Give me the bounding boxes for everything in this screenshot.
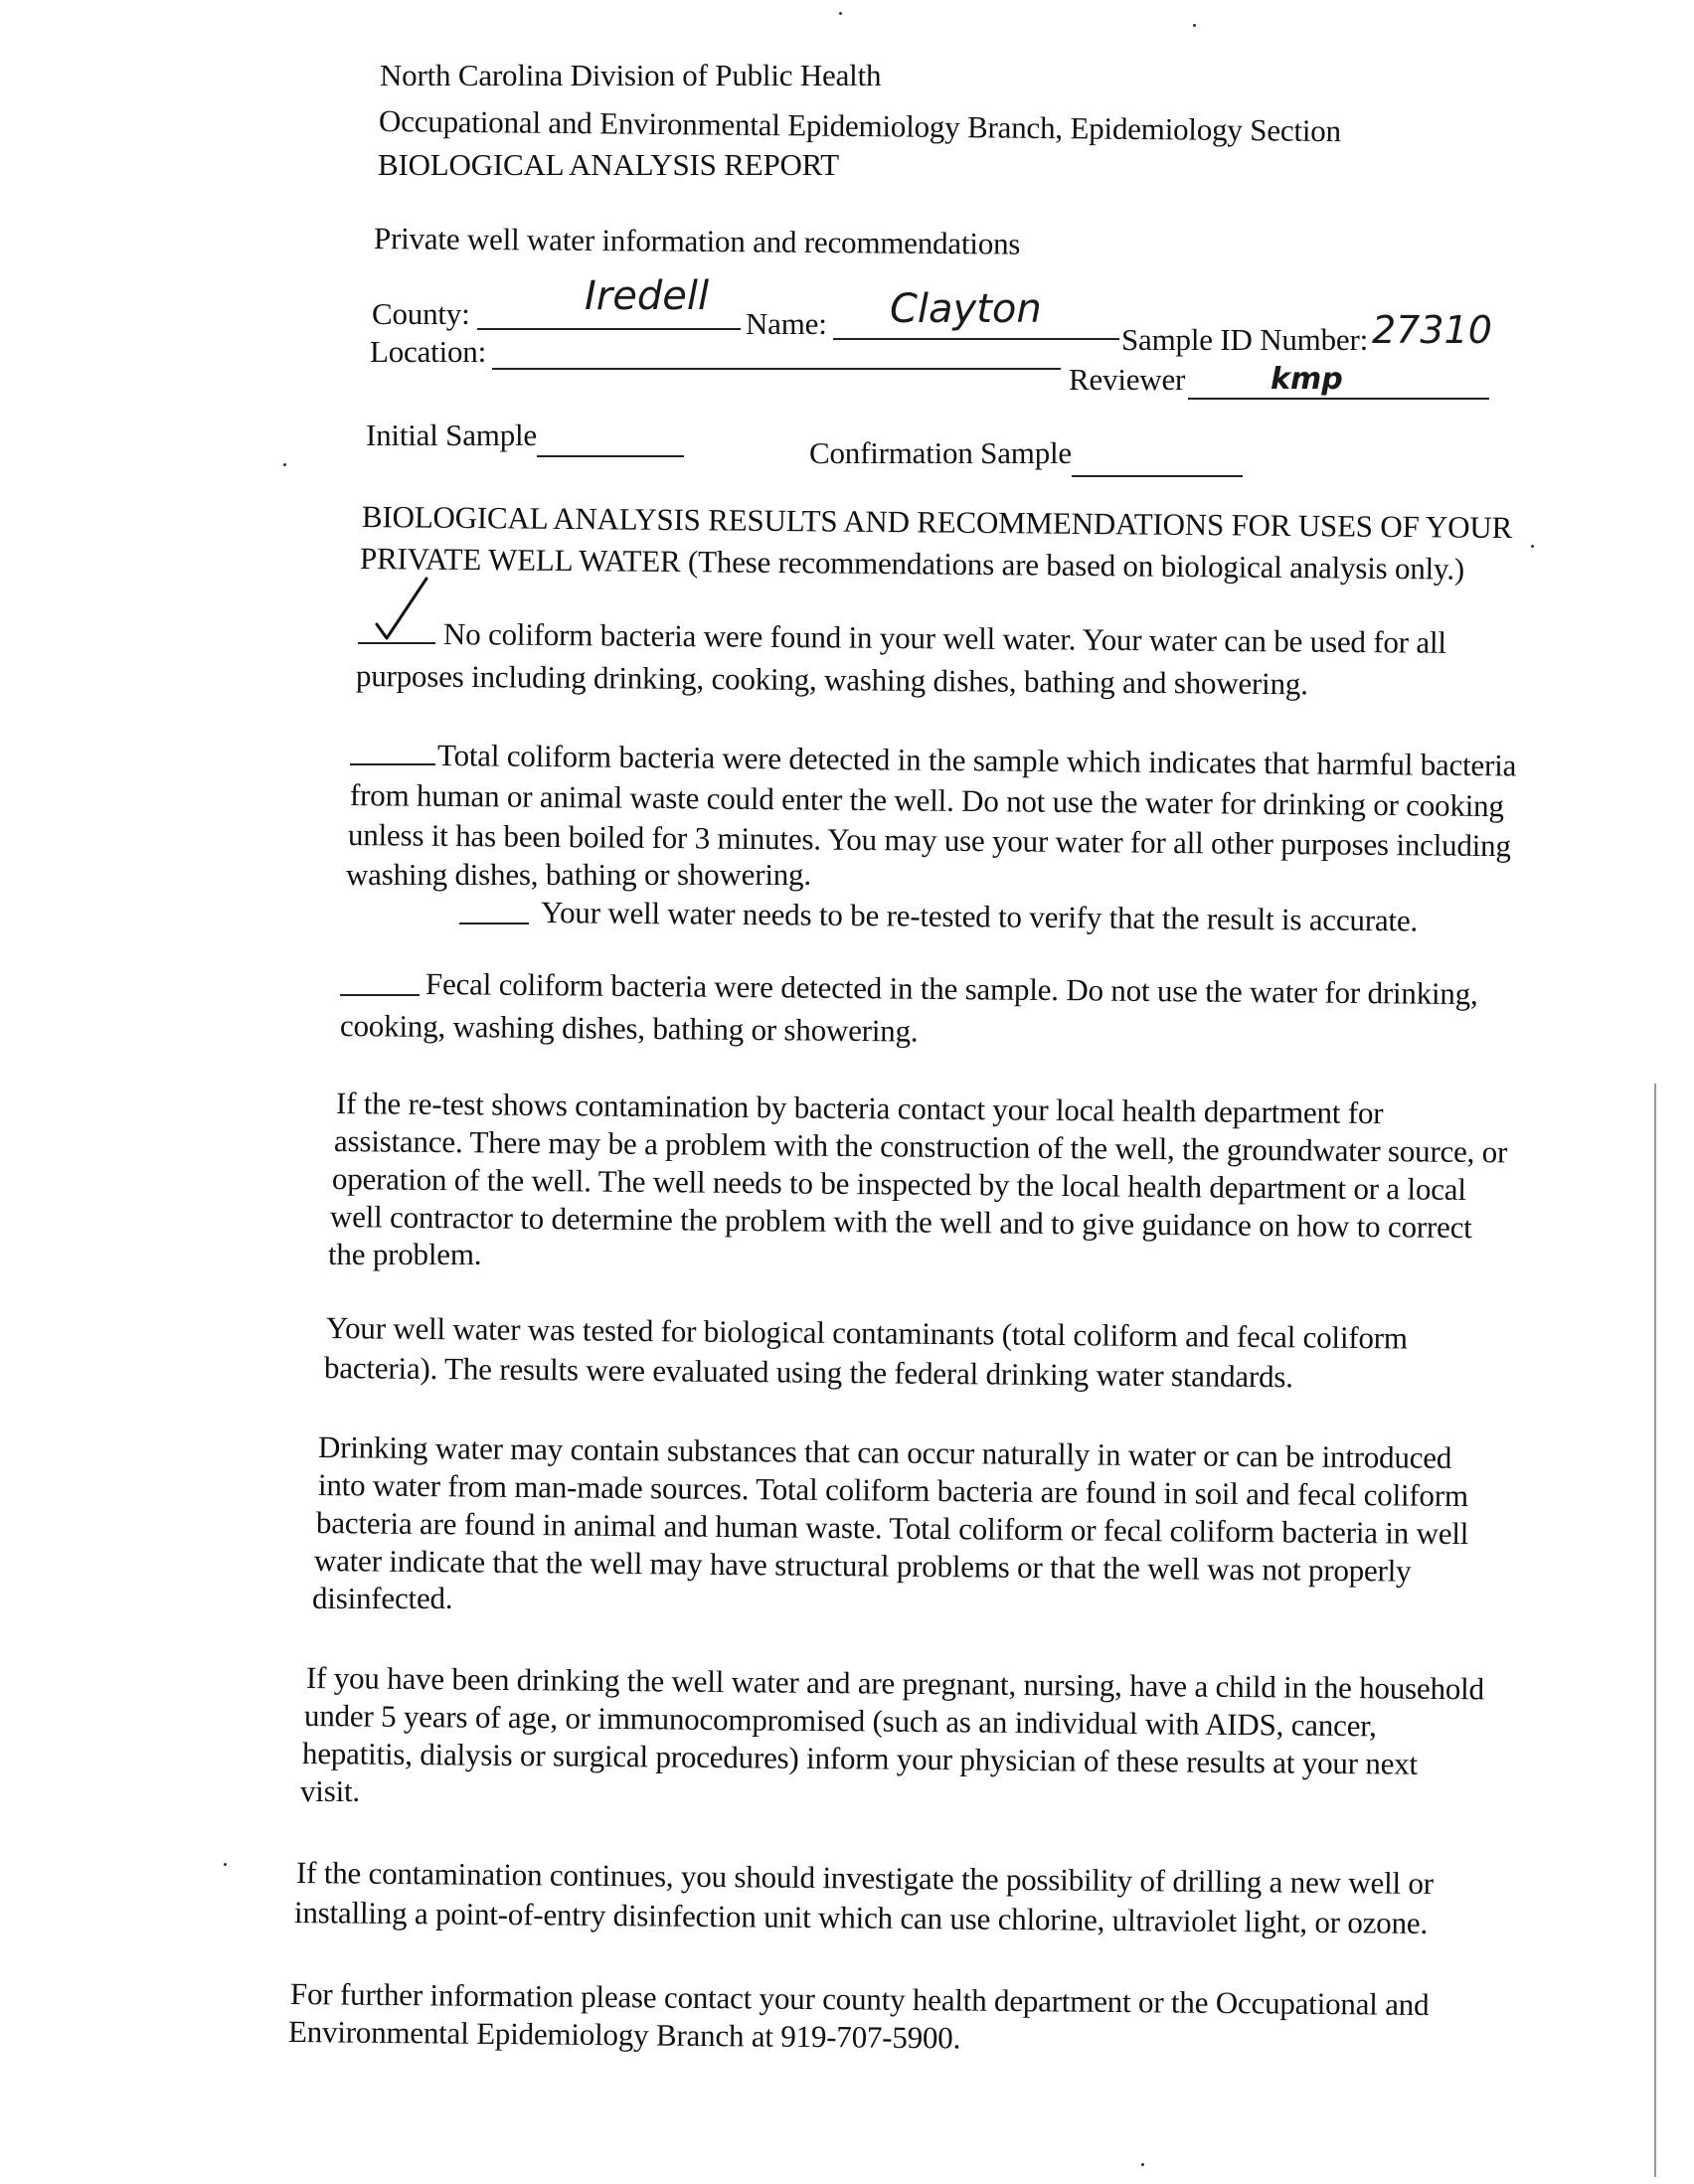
- substances-line: disinfected.: [312, 1581, 453, 1615]
- option1-line2: purposes including drinking, cooking, washing dishes, bathing and showering.: [355, 658, 1308, 702]
- confirmation-sample-label: Confirmation Sample: [809, 435, 1072, 470]
- option2-blank: [350, 763, 435, 765]
- checkmark-icon: [373, 575, 432, 644]
- tested-line: bacteria). The results were evaluated using the federal drinking water standards.: [323, 1350, 1293, 1395]
- scan-speck: [224, 1863, 227, 1866]
- header-agency: North Carolina Division of Public Health: [380, 58, 882, 92]
- location-line: [492, 368, 1061, 370]
- name-value: Clayton: [890, 286, 1042, 332]
- option2-line2: from human or animal waste could enter the well. Do not use the water for drinking or cooking: [349, 777, 1504, 824]
- scan-speck: [283, 463, 286, 466]
- scan-speck: [1193, 24, 1196, 27]
- retest-line: the problem.: [328, 1237, 482, 1271]
- name-label: Name:: [746, 306, 827, 341]
- option3-line2: cooking, washing dishes, bathing or showering.: [339, 1008, 919, 1049]
- physician-line: If you have been drinking the well water and are pregnant, nursing, have a child in the household: [305, 1660, 1485, 1707]
- contact-line: Environmental Epidemiology Branch at 919-707-5900.: [287, 2014, 961, 2056]
- retest-line: assistance. There may be a problem with the construction of the well, the groundwater source, or: [333, 1123, 1508, 1170]
- option2-line3: unless it has been boiled for 3 minutes. You may use your water for all other purposes including: [347, 817, 1511, 864]
- option2-retest-note: Your well water needs to be re-tested to verify that the result is accurate.: [540, 895, 1419, 938]
- confirmation-sample-line: [1072, 475, 1243, 477]
- scan-speck: [1141, 2163, 1144, 2166]
- physician-line: hepatitis, dialysis or surgical procedures) inform your physician of these results at your next: [301, 1736, 1419, 1781]
- option3-line1: Fecal coliform bacteria were detected in the sample. Do not use the water for drinking,: [424, 966, 1478, 1012]
- continues-line: If the contamination continues, you should investigate the possibility of drilling a new well or: [295, 1855, 1435, 1901]
- results-heading-line1: BIOLOGICAL ANALYSIS RESULTS AND RECOMMENDATIONS FOR USES OF YOUR: [361, 499, 1513, 546]
- county-value: Iredell: [585, 273, 710, 319]
- substances-line: bacteria are found in animal and human waste. Total coliform or fecal coliform bacteria in well: [315, 1505, 1469, 1552]
- header-branch: Occupational and Environmental Epidemiology Branch, Epidemiology Section: [378, 103, 1342, 149]
- sample-id-label: Sample ID Number:: [1121, 322, 1368, 357]
- substances-line: water indicate that the well may have structural problems or that the well was not properly: [313, 1543, 1412, 1589]
- retest-blank: [459, 923, 529, 924]
- option2-line4: washing dishes, bathing or showering.: [346, 857, 811, 892]
- reviewer-line: [1188, 398, 1489, 400]
- tested-line: Your well water was tested for biological contaminants (total coliform and fecal coliform: [325, 1310, 1408, 1356]
- substances-line: Drinking water may contain substances that can occur naturally in water or can be introduced: [317, 1429, 1452, 1475]
- scan-edge-line: [1654, 1084, 1656, 2177]
- scan-speck: [1531, 545, 1534, 548]
- retest-line: operation of the well. The well needs to be inspected by the local health department or a local: [331, 1161, 1466, 1207]
- reviewer-value: kmp: [1270, 362, 1343, 397]
- location-label: Location:: [370, 334, 486, 369]
- county-label: County:: [372, 296, 470, 331]
- substances-line: into water from man-made sources. Total coliform bacteria are found in soil and fecal coliform: [317, 1467, 1469, 1514]
- results-heading-line2: PRIVATE WELL WATER (These recommendations are based on biological analysis only.): [359, 541, 1465, 587]
- name-line: [833, 338, 1119, 340]
- sample-id-value: 27310: [1372, 308, 1492, 352]
- retest-line: well contractor to determine the problem with the well and to give guidance on how to correct: [329, 1199, 1472, 1246]
- physician-line: visit.: [300, 1773, 360, 1808]
- option3-blank: [340, 994, 420, 996]
- contact-line: For further information please contact your county health department or the Occupational and: [289, 1976, 1430, 2022]
- initial-sample-line: [537, 455, 684, 457]
- option1-line1: No coliform bacteria were found in your well water. Your water can be used for all: [442, 616, 1446, 660]
- scan-speck: [839, 12, 842, 15]
- option2-line1: Total coliform bacteria were detected in the sample which indicates that harmful bacteria: [436, 738, 1517, 783]
- continues-line: installing a point-of-entry disinfection unit which can use chlorine, ultraviolet light, or ozone.: [293, 1895, 1429, 1940]
- subtitle: Private well water information and recommendations: [373, 221, 1021, 261]
- retest-line: If the re-test shows contamination by bacteria contact your local health department for: [335, 1086, 1384, 1131]
- physician-line: under 5 years of age, or immunocompromised (such as an individual with AIDS, cancer,: [303, 1698, 1377, 1744]
- county-line: [477, 328, 741, 330]
- initial-sample-label: Initial Sample: [366, 418, 537, 452]
- reviewer-label: Reviewer: [1069, 362, 1186, 397]
- header-report-title: BIOLOGICAL ANALYSIS REPORT: [378, 147, 840, 182]
